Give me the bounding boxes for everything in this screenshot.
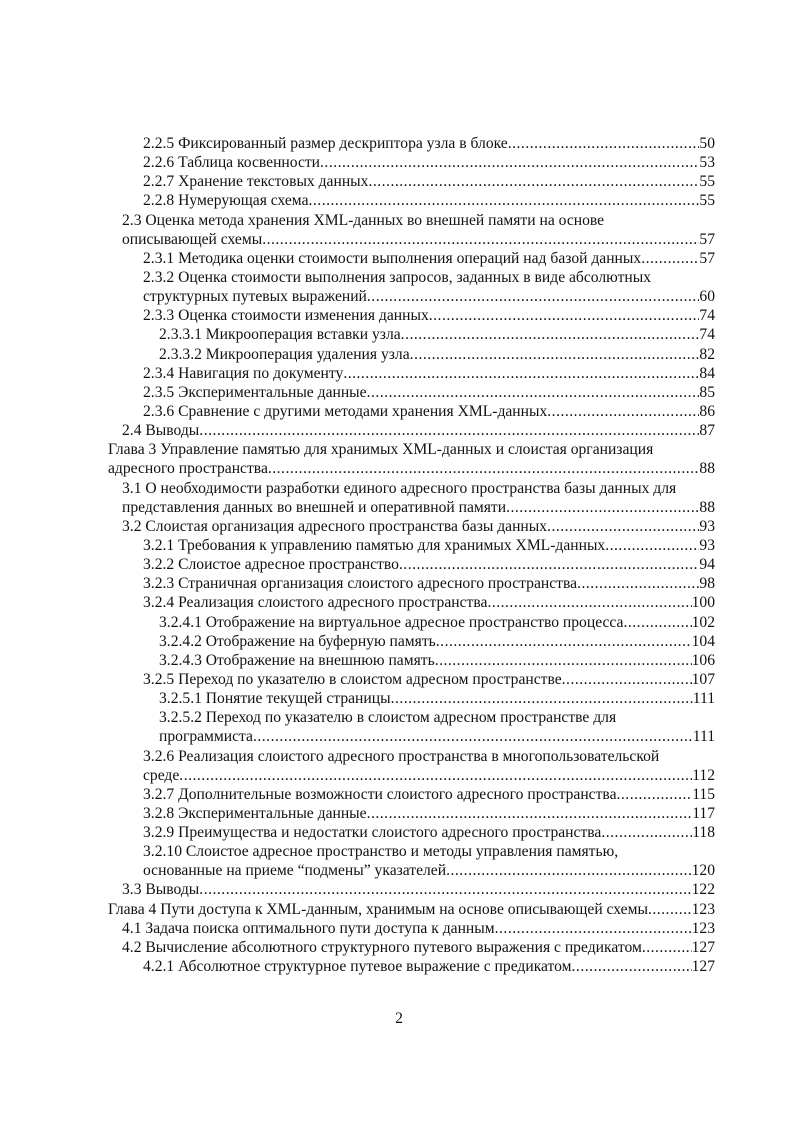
toc-entry-page: 127 [691,938,715,956]
toc-entry-title: 3.2 Слоистая организация адресного пространства базы данных [122,517,548,535]
toc-entry-title: 4.2.1 Абсолютное структурное путевое выражение с предикатом [143,958,572,976]
toc-entry [108,306,715,325]
toc-entry-line [108,938,715,957]
toc-entry [108,268,715,306]
toc-entry-line [108,191,715,210]
toc-entry-line [108,249,715,268]
toc-entry-title: 4.1 Задача поиска оптимального пути доступа к данным [122,919,495,937]
toc-entry-line [108,957,715,976]
toc-entry-line [108,459,715,478]
dot-leader [601,823,692,842]
toc-entry-line [108,325,715,344]
toc-entry-page: 55 [699,173,715,191]
toc-entry-page: 123 [691,919,715,937]
toc-entry-page: 120 [691,862,715,880]
toc-entry-page: 88 [699,460,715,478]
toc-entry-line [108,364,715,383]
toc-entry-title: 2.3.3 Оценка стоимости изменения данных [143,307,429,325]
toc-entry-title: Глава 3 Управление памятью для хранимых XML-данных и слоистая организация [108,441,654,459]
dot-leader [199,421,699,440]
toc-entry-page: 84 [699,364,715,382]
toc-entry-title: 2.3 Оценка метода хранения XML-данных во внешней памяти на основе [122,211,605,229]
toc-entry-page: 117 [692,804,715,822]
toc-entry-page: 107 [691,670,715,688]
toc-entry-line [108,651,715,670]
toc-entry-title: структурных путевых выражений [143,288,367,306]
dot-leader [367,804,693,823]
dot-leader [547,517,699,536]
table-of-contents [108,134,715,976]
toc-entry-line [108,345,715,364]
dot-leader [367,287,700,306]
toc-entry-line [108,172,715,191]
toc-entry-page: 94 [699,556,715,574]
toc-entry-line [108,689,715,708]
toc-entry-page: 112 [692,766,715,784]
toc-entry-title: 2.3.3.1 Микрооперация вставки узла [159,326,401,344]
toc-entry-line [108,306,715,325]
toc-entry-title: 3.2.8 Экспериментальные данные [143,804,367,822]
toc-entry-line [108,536,715,555]
dot-leader [343,364,699,383]
dot-leader [410,345,700,364]
toc-entry-page: 74 [699,326,715,344]
dot-leader [562,670,692,689]
dot-leader [547,402,699,421]
dot-leader [577,574,699,593]
toc-entry-title: Глава 4 Пути доступа к XML-данным, хранимым на основе описывающей схемы [108,900,648,918]
dot-leader [436,632,692,651]
toc-entry [108,880,715,899]
toc-entry-line [108,498,715,517]
toc-entry-title: 2.3.1 Методика оценки стоимости выполнения операций над базой данных [143,249,642,267]
toc-entry [108,708,715,746]
toc-entry [108,651,715,670]
toc-entry-page: 115 [692,785,715,803]
toc-entry-title: 3.2.5 Переход по указателю в слоистом адресном пространстве [143,670,562,688]
toc-entry-title: 2.2.7 Хранение текстовых данных [143,173,369,191]
toc-entry-line [108,402,715,421]
dot-leader [401,325,700,344]
toc-entry-title: 3.2.4 Реализация слоистого адресного пространства [143,594,488,612]
page-number: 2 [395,1010,403,1027]
dot-leader [309,191,700,210]
toc-entry [108,670,715,689]
toc-entry-line [108,804,715,823]
toc-entry [108,402,715,421]
dot-leader [648,900,692,919]
dot-leader [623,613,691,632]
toc-entry-title: 3.2.7 Дополнительные возможности слоистого адресного пространства [143,785,617,803]
toc-entry-title: 3.2.4.1 Отображение на виртуальное адресное пространство процесса [159,613,624,631]
toc-entry [108,785,715,804]
toc-entry-page: 106 [691,651,715,669]
toc-entry-page: 53 [699,154,715,172]
toc-entry-title: 3.2.4.3 Отображение на внешнюю память [159,651,435,669]
dot-leader [399,555,700,574]
toc-entry-title: 2.3.3.2 Микрооперация удаления узла [159,345,410,363]
toc-entry-line [108,861,715,880]
toc-entry-page: 60 [699,288,715,306]
toc-entry [108,364,715,383]
toc-entry-title: 3.2.9 Преимущества и недостатки слоистого адресного пространства [143,824,602,842]
toc-entry-page: 85 [699,383,715,401]
toc-entry-line [108,574,715,593]
dot-leader [320,153,699,172]
dot-leader [572,957,692,976]
dot-leader [508,134,700,153]
toc-entry-title: 3.2.2 Слоистое адресное пространство [143,556,399,574]
toc-entry-line [108,421,715,440]
toc-entry [108,613,715,632]
toc-entry [108,957,715,976]
toc-entry-line [108,823,715,842]
toc-entry [108,421,715,440]
toc-entry-page: 104 [691,632,715,650]
toc-entry-title: 3.2.4.2 Отображение на буферную память [159,632,436,650]
toc-entry [108,574,715,593]
toc-entry-page: 122 [691,881,715,899]
toc-entry [108,172,715,191]
toc-entry-line [108,632,715,651]
toc-entry-page: 82 [699,345,715,363]
toc-entry-line [108,268,715,287]
dot-leader [642,938,692,957]
toc-entry-title: 2.3.6 Сравнение с другими методами хранения XML-данных [143,402,548,420]
toc-entry [108,211,715,249]
toc-entry [108,842,715,880]
toc-entry-title: 2.2.6 Таблица косвенности [143,154,321,172]
toc-entry-title: 2.2.8 Нумерующая схема [143,192,309,210]
toc-entry [108,593,715,612]
toc-entry-page: 102 [691,613,715,631]
dot-leader [368,172,699,191]
toc-entry-page: 127 [691,958,715,976]
toc-entry-line [108,517,715,536]
dot-leader [487,593,691,612]
dot-leader [429,306,700,325]
toc-entry-page: 123 [691,900,715,918]
toc-entry-title: 3.2.3 Страничная организация слоистого адресного пространства [143,575,578,593]
toc-entry [108,804,715,823]
toc-entry-line [108,555,715,574]
dot-leader [495,919,692,938]
toc-entry-title: программиста [159,728,253,746]
toc-entry-line [108,440,715,459]
dot-leader [179,766,692,785]
toc-entry-line [108,842,715,861]
dot-leader [605,536,699,555]
toc-entry-line [108,919,715,938]
dot-leader [446,861,692,880]
toc-entry [108,919,715,938]
dot-leader [435,651,692,670]
toc-entry-title: 2.2.5 Фиксированный размер дескриптора узла в блоке [143,135,508,152]
toc-entry-page: 87 [699,422,715,440]
toc-entry-line [108,900,715,919]
toc-entry-page: 111 [692,728,715,746]
toc-entry-page: 100 [691,594,715,612]
toc-entry [108,383,715,402]
toc-entry-page: 86 [699,402,715,420]
toc-entry-title: представления данных во внешней и оперативной памяти [122,498,507,516]
toc-entry [108,325,715,344]
toc-entry-title: 3.2.10 Слоистое адресное пространство и методы управления памятью, [143,843,619,861]
toc-entry-title: 3.2.5.1 Понятие текущей страницы [159,690,391,708]
toc-entry [108,479,715,517]
toc-entry-page: 93 [699,517,715,535]
toc-entry-line [108,383,715,402]
toc-entry-page: 88 [699,498,715,516]
dot-leader [199,880,691,899]
toc-entry-title: среде [143,766,180,784]
toc-entry [108,536,715,555]
toc-entry-title: 3.2.1 Требования к управлению памятью для хранимых XML-данных [143,536,606,554]
toc-entry-title: 3.2.5.2 Переход по указателю в слоистом адресном пространстве для [159,709,617,727]
toc-entry-page: 93 [699,536,715,554]
toc-entry-title: 2.3.5 Экспериментальные данные [143,383,367,401]
toc-entry-line [108,880,715,899]
toc-entry [108,689,715,708]
toc-entry-page: 118 [692,824,715,842]
toc-entry-line [108,613,715,632]
toc-entry-page: 74 [699,307,715,325]
dot-leader [253,727,693,746]
toc-entry [108,747,715,785]
toc-entry [108,440,715,478]
toc-entry-line [108,211,715,230]
toc-entry-line [108,593,715,612]
toc-entry-line [108,747,715,766]
toc-entry-line [108,670,715,689]
toc-entry-line [108,134,715,153]
toc-entry-line [108,785,715,804]
toc-entry [108,823,715,842]
toc-entry [108,345,715,364]
dot-leader [262,230,699,249]
toc-entry-title: 3.3 Выводы [122,881,200,899]
toc-entry [108,632,715,651]
toc-entry-page: 57 [699,249,715,267]
toc-entry [108,153,715,172]
toc-entry-title: 2.3.2 Оценка стоимости выполнения запросов, заданных в виде абсолютных [143,268,652,286]
toc-entry-title: 2.4 Выводы [122,422,200,440]
toc-entry [108,517,715,536]
toc-entry-line [108,479,715,498]
toc-entry-title: 2.3.4 Навигация по документу [143,364,344,382]
toc-entry-title: 3.2.6 Реализация слоистого адресного пространства в многопользовательской [143,747,660,765]
toc-entry-page: 111 [692,690,715,708]
toc-entry-page: 55 [699,192,715,210]
toc-entry [108,938,715,957]
toc-entry-title: описывающей схемы [122,230,263,248]
dot-leader [391,689,693,708]
toc-entry-title: основанные на приеме “подмены” указателей [143,862,447,880]
toc-entry-line [108,287,715,306]
dot-leader [268,459,700,478]
toc-entry-page: 50 [699,135,715,152]
dot-leader [617,785,693,804]
toc-entry [108,555,715,574]
toc-entry-page: 98 [699,575,715,593]
toc-entry-page: 57 [699,230,715,248]
toc-entry-line [108,230,715,249]
toc-entry [108,249,715,268]
toc-entry-title: 4.2 Вычисление абсолютного структурного путевого выражения с предикатом [122,938,642,956]
toc-entry [108,191,715,210]
toc-entry-title: адресного пространства [108,460,268,478]
toc-entry [108,134,715,153]
toc-entry-line [108,153,715,172]
dot-leader [641,249,699,268]
toc-entry-line [108,708,715,727]
toc-entry-line [108,766,715,785]
dot-leader [367,383,700,402]
toc-entry-title: 3.1 О необходимости разработки единого адресного пространства базы данных для [122,479,677,497]
toc-entry-line [108,727,715,746]
dot-leader [506,498,699,517]
toc-entry [108,900,715,919]
